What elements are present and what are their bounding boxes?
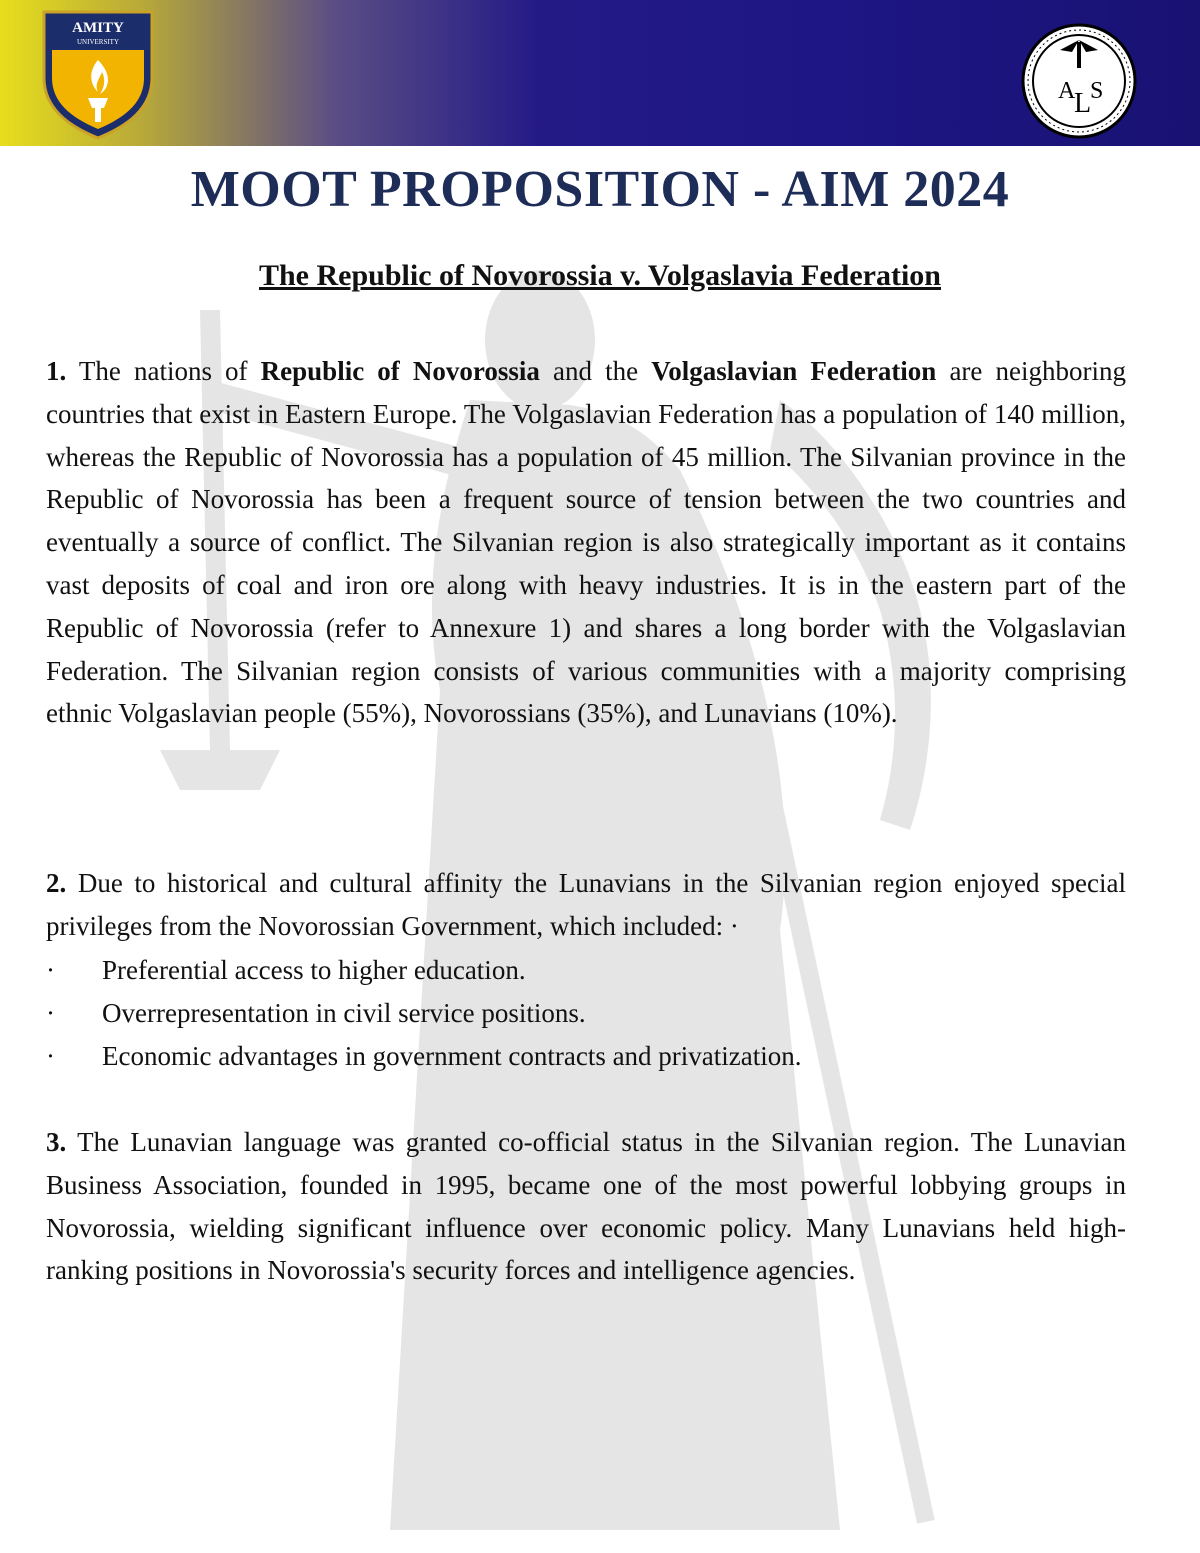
bullet-marker: · xyxy=(46,955,55,985)
privileges-list xyxy=(46,949,1126,1077)
paragraph-text: are neighboring countries that exist in Eastern Europe. The Volgaslavian Federation has a population of 140 million, whereas the Republic of Novorossia has a population of 45 million. The Silvanian province in the Republic of Novorossia has been a frequent source of tension between the two countries and eventually a source of conflict. The Silvanian region is also strategically important as it contains vast deposits of coal and iron ore along with heavy industries. It is in the eastern part of the Republic of Novorossia (refer to Annexure 1) and shares a long border with the Volgaslavian Federation. The Silvanian region consists of various communities with a majority comprising ethnic Volgaslavian people (55%), Novorossians (35%), and Lunavians (10%). xyxy=(46,356,1126,729)
paragraph-number: 1. xyxy=(46,356,67,386)
svg-text:S: S xyxy=(1090,78,1104,104)
list-item xyxy=(46,1035,1126,1078)
list-item-text: Preferential access to higher education. xyxy=(102,955,526,985)
paragraph-number: 3. xyxy=(46,1127,67,1157)
paragraph-text: The Lunavian language was granted co-official status in the Silvanian region. The Lunavian Business Association, founded in 1995, became one of the most powerful lobbying groups in Novorossia, wielding significant influence over economic policy. Many Lunavians held high-ranking positions in Novorossia's security forces and intelligence agencies. xyxy=(46,1127,1126,1286)
paragraph-text: and the xyxy=(553,356,639,386)
list-item-text: Economic advantages in government contracts and privatization. xyxy=(102,1040,802,1071)
svg-text:UNIVERSITY: UNIVERSITY xyxy=(77,38,119,46)
svg-text:A: A xyxy=(1058,78,1076,104)
paragraph-1 xyxy=(46,350,1126,735)
country-name-novorossia: Republic of Novorossia xyxy=(260,356,540,386)
paragraph-number: 2. xyxy=(46,868,67,898)
paragraph-2 xyxy=(46,862,1126,948)
bullet-marker: · xyxy=(46,997,55,1028)
paragraph-3 xyxy=(46,1121,1126,1292)
country-name-volgaslavia: Volgaslavian Federation xyxy=(651,356,937,386)
amity-university-logo xyxy=(38,8,158,140)
list-item xyxy=(46,992,1126,1035)
als-seal-logo xyxy=(1020,22,1138,140)
paragraph-text: The nations of xyxy=(78,356,248,386)
svg-text:AMITY: AMITY xyxy=(72,20,124,36)
case-title: The Republic of Novorossia v. Volgaslavia Federation xyxy=(258,259,941,292)
svg-text:L: L xyxy=(1074,88,1092,119)
paragraph-text: Due to historical and cultural affinity the Lunavians in the Silvanian region enjoyed special privileges from the Novorossian Government, which included: · xyxy=(46,868,1126,941)
bullet-marker: · xyxy=(46,1040,55,1071)
page-title: MOOT PROPOSITION - AIM 2024 xyxy=(190,161,1010,218)
list-item xyxy=(46,949,1126,992)
list-item-text: Overrepresentation in civil service positions. xyxy=(102,997,586,1028)
